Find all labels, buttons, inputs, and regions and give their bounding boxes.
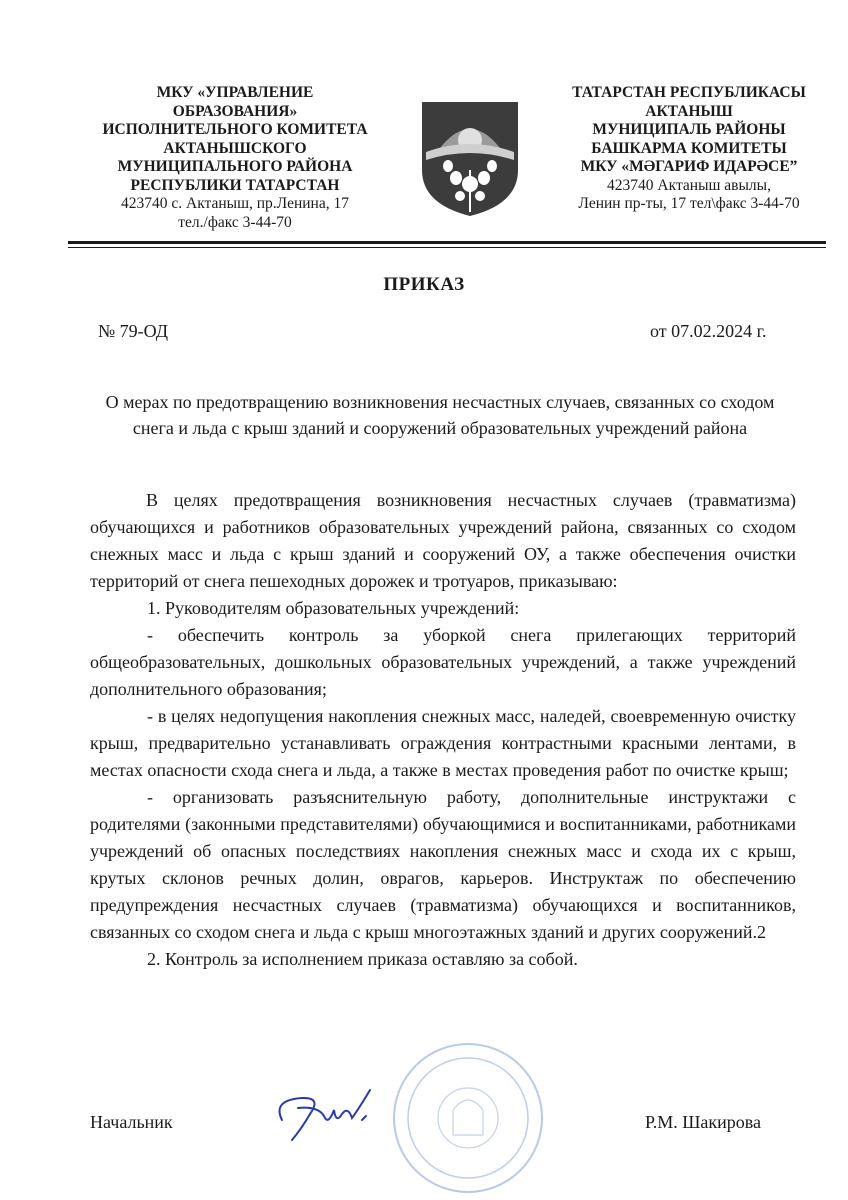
- body-paragraph: - в целях недопущения накопления снежных масс, наледей, своевременную очистку крыш, предварительно устанавливать ограждения контрастными красными лентами, в местах опасности схода снега и льда, а также в местах проведения работ по очистке крыш;: [90, 706, 796, 780]
- header-right-line: АКТАНЫШ: [645, 102, 733, 120]
- document-number: № 79-ОД: [98, 321, 169, 341]
- document-date: от 07.02.2024 г.: [650, 321, 767, 341]
- header-divider-thick: [68, 241, 826, 244]
- body-paragraph: 1. Руководителям образовательных учреждений:: [147, 598, 520, 618]
- document-subject: О мерах по предотвращению возникновения несчастных случаев, связанных со сходом снега и льда с крыш зданий и сооружений образовательных учреждений района: [105, 392, 775, 438]
- signature-name: Р.М. Шакирова: [645, 1112, 762, 1132]
- header-left-line: РЕСПУБЛИКИ ТАТАРСТАН: [130, 176, 340, 194]
- body-paragraph: В целях предотвращения возникновения несчастных случаев (травматизма) обучающихся и работников образовательных учреждений района, связанных со сходом снежных масс и льда с крыш зданий и сооружений ОУ, а также обеспечения очистки территорий от снега пешеходных дорожек и тротуаров, приказываю:: [90, 490, 796, 591]
- header-right-address: 423740 Актаныш авылы,: [607, 176, 771, 194]
- header-left-phone: тел./факс 3-44-70: [178, 213, 292, 231]
- header-left-line: МКУ «УПРАВЛЕНИЕ: [156, 84, 314, 101]
- body-paragraph: 2. Контроль за исполнением приказа оставляю за собой.: [147, 949, 578, 969]
- handwritten-signature-icon: [262, 1080, 392, 1150]
- body-paragraph: - организовать разъяснительную работу, дополнительные инструктажи с родителями (законными представителями) обучающимися и воспитанниками, работниками учреждений об опасных последствиях накопления снежных масс и схода их с крыш, крутых склонов речных долин, оврагов, карьеров. Инструктаж по обеспечению предупреждения несчастных случаев (травматизма) обучающихся и воспитанников, связанных со сходом снега и льда с крыш многоэтажных зданий и других сооружений.2: [90, 787, 796, 942]
- header-left-address: 423740 с. Актаныш, пр.Ленина, 17: [121, 195, 349, 212]
- stamp-seal-icon: [388, 1040, 548, 1195]
- body-paragraph: - обеспечить контроль за уборкой снега прилегающих территорий общеобразовательных, дошкольных образовательных учреждений, а также учреждений дополнительного образования;: [90, 625, 796, 699]
- header-right-line: МКУ «МӘГАРИФ ИДАРӘСЕ”: [580, 158, 798, 175]
- signature-position: Начальник: [90, 1112, 173, 1132]
- header-divider-thin: [68, 247, 826, 248]
- document-body: [90, 487, 796, 973]
- header-left-line: АКТАНЫШСКОГО: [163, 139, 307, 157]
- header-left-line: ОБРАЗОВАНИЯ»: [172, 102, 298, 120]
- header-right-phone: Ленин пр-ты, 17 тел\факс 3-44-70: [578, 195, 800, 212]
- header-right-line: ТАТАРСТАН РЕСПУБЛИКАСЫ: [572, 84, 806, 101]
- header-right-block: [548, 84, 830, 214]
- header-right-line: МУНИЦИПАЛЬ РАЙОНЫ: [592, 121, 786, 138]
- header-left-block: [80, 84, 390, 232]
- header-right-line: БАШКАРМА КОМИТЕТЫ: [591, 139, 787, 157]
- document-title: ПРИКАЗ: [383, 274, 465, 295]
- emblem-icon: [420, 100, 520, 218]
- header-left-line: МУНИЦИПАЛЬНОГО РАЙОНА: [117, 158, 353, 175]
- header-left-line: ИСПОЛНИТЕЛЬНОГО КОМИТЕТА: [102, 121, 368, 138]
